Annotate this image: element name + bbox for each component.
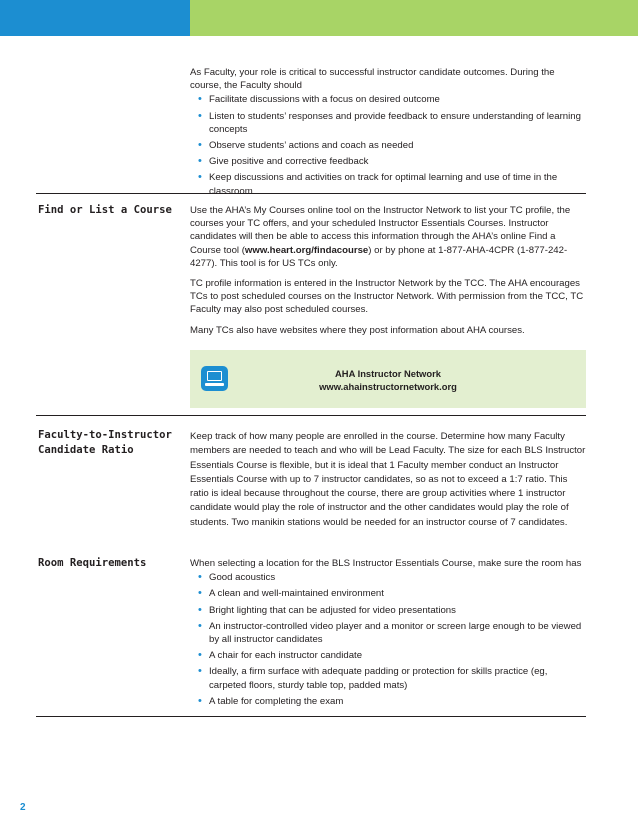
room-list xyxy=(198,571,586,708)
ratio-body xyxy=(190,430,586,537)
list-item: • Good acoustics xyxy=(198,571,586,584)
ratio-heading xyxy=(38,428,188,458)
find-course-paragraph-2: TC profile information is entered in the Instructor Network by the TCC. The AHA encourages TCs to post scheduled courses on the Instructor Network. With permission from the TCC, TC Faculty may also post scheduled courses. xyxy=(190,278,584,316)
instructor-network-box xyxy=(190,350,586,408)
room-heading: Room Requirements xyxy=(38,557,147,569)
room-section xyxy=(190,557,586,711)
find-course-paragraph-3: Many TCs also have websites where they post information about AHA courses. xyxy=(190,324,525,336)
header-band-blue xyxy=(0,0,190,36)
page-number: 2 xyxy=(20,802,26,813)
find-course-paragraph-1 xyxy=(190,204,586,270)
list-item: • Facilitate discussions with a focus on desired outcome xyxy=(198,93,586,106)
instructor-network-url[interactable]: www.ahainstructornetwork.org xyxy=(319,381,457,392)
find-course-text: Use the AHA’s My Courses online tool on the Instructor Network to list your TC profile, the courses your TC offers, and your scheduled Instructor Essentials Courses. Instructor candidates will then be able to access this information through the AHA’s online Find a Course tool ( xyxy=(190,205,571,256)
list-item: • Keep discussions and activities on track for optimal learning and use of time in the classroom xyxy=(198,171,586,197)
section-divider xyxy=(36,193,586,194)
room-intro: When selecting a location for the BLS Instructor Essentials Course, make sure the room has xyxy=(190,558,582,569)
ratio-heading-line-1: Faculty-to-Instructor xyxy=(38,429,172,441)
faculty-role-intro: As Faculty, your role is critical to successful instructor candidate outcomes. During the course, the Faculty should xyxy=(190,67,555,92)
faculty-role-list xyxy=(198,93,586,197)
find-course-text: ) or by phone at 1-877-AHA-4CPR (1-877-242-4277). This tool is for US TCs only. xyxy=(190,244,568,269)
header-band-green xyxy=(190,0,638,36)
instructor-network-title: AHA Instructor Network xyxy=(335,368,441,379)
find-course-heading: Find or List a Course xyxy=(38,204,172,216)
list-item: • A table for completing the exam xyxy=(198,695,586,708)
list-item: • Observe students’ actions and coach as needed xyxy=(198,139,586,152)
list-item: • Ideally, a firm surface with adequate padding or protection for skills practice (eg, carpeted floors, sturdy table top, padded mats) xyxy=(198,665,586,691)
ratio-paragraph: Keep track of how many people are enrolled in the course. Determine how many Faculty members are needed to teach and who will be Lead Faculty. The size for each BLS Instructor Essentials Course is flexible, but it is ideal that 1 Faculty member conduct an Instructor Essentials Course with up to 7 instructor candidates, so as not to exceed a 1:7 ratio. This ratio is ideal because throughout the course, there are group activities where 1 instructor candidate would play the role of instructor and the other candidates would play the role of students. Two manikin stations would be needed for an instructor course of 7 candidates. xyxy=(190,431,586,528)
section-divider xyxy=(36,415,586,416)
faculty-role-section xyxy=(190,66,586,201)
find-course-body xyxy=(190,204,586,344)
ratio-heading-line-2: Candidate Ratio xyxy=(38,444,134,456)
section-divider xyxy=(36,716,586,717)
list-item: • A clean and well-maintained environment xyxy=(198,587,586,600)
instructor-network-text xyxy=(190,367,586,393)
list-item: • An instructor-controlled video player and a monitor or screen large enough to be viewed by all instructor candidates xyxy=(198,620,586,646)
list-item: • Give positive and corrective feedback xyxy=(198,155,586,168)
list-item: • Listen to students’ responses and provide feedback to ensure understanding of learning concepts xyxy=(198,110,586,136)
list-item: • Bright lighting that can be adjusted for video presentations xyxy=(198,604,586,617)
list-item: • A chair for each instructor candidate xyxy=(198,649,586,662)
find-course-link[interactable]: www.heart.org/findacourse xyxy=(244,244,369,256)
